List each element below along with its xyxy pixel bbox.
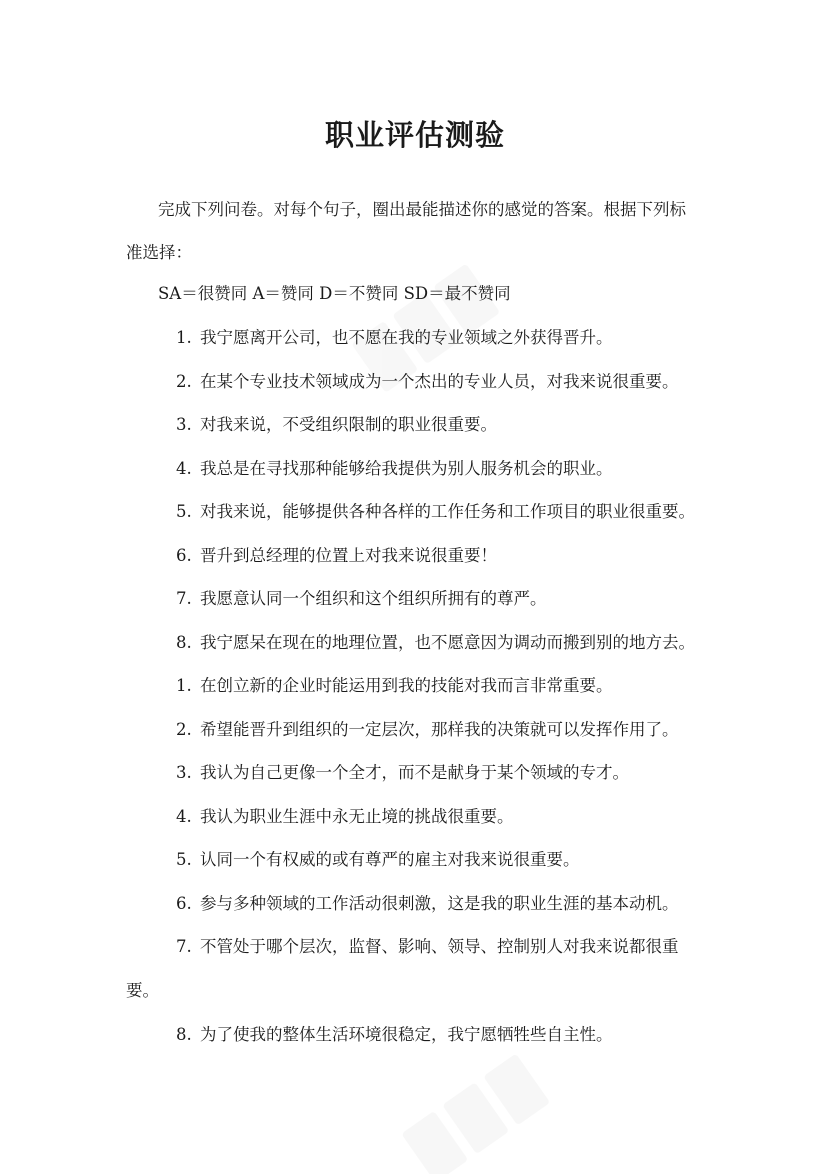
question-text: 在某个专业技术领域成为一个杰出的专业人员，对我来说很重要。 — [200, 371, 679, 391]
question-item — [126, 447, 702, 491]
question-item — [126, 708, 702, 752]
question-number: 8. — [176, 632, 192, 652]
question-text: 不管处于哪个层次，监督、影响、领导、控制别人对我来说都很重要。 — [126, 937, 679, 1000]
document-title: 职业评估测验 — [324, 118, 505, 152]
question-text: 我认为自己更像一个全才，而不是献身于某个领域的专才。 — [200, 763, 629, 782]
question-item — [126, 490, 702, 534]
question-item — [126, 1013, 702, 1057]
question-number: 1. — [176, 676, 192, 695]
question-text: 对我来说，不受组织限制的职业很重要。 — [200, 415, 497, 434]
question-item — [126, 664, 702, 708]
question-item — [126, 751, 702, 795]
question-number: 2. — [176, 371, 192, 391]
question-text: 我宁愿离开公司，也不愿在我的专业领域之外获得晋升。 — [200, 328, 613, 347]
question-number: 5. — [176, 850, 192, 869]
question-number: 5. — [176, 502, 192, 521]
question-text: 希望能晋升到组织的一定层次，那样我的决策就可以发挥作用了。 — [200, 719, 679, 739]
question-number: 8. — [176, 1025, 192, 1044]
question-text: 参与多种领域的工作活动很刺激，这是我的职业生涯的基本动机。 — [200, 893, 679, 913]
question-item — [126, 925, 702, 1013]
rating-scale: SA＝很赞同 A＝赞同 D＝不赞同 SD＝最不赞同 — [158, 284, 511, 303]
question-item — [126, 882, 702, 926]
question-item — [126, 534, 702, 578]
question-text: 我宁愿呆在现在的地理位置，也不愿意因为调动而搬到别的地方去。 — [200, 632, 695, 652]
question-text: 为了使我的整体生活环境很稳定，我宁愿牺牲些自主性。 — [200, 1025, 613, 1044]
question-text: 对我来说，能够提供各种各样的工作任务和工作项目的职业很重要。 — [200, 502, 695, 521]
question-item — [126, 577, 702, 621]
question-number: 2. — [176, 719, 192, 739]
question-text: 认同一个有权威的或有尊严的雇主对我来说很重要。 — [200, 850, 580, 869]
question-list — [126, 316, 702, 1057]
question-text: 晋升到总经理的位置上对我来说很重要！ — [200, 545, 497, 565]
question-item — [126, 316, 702, 360]
question-item — [126, 360, 702, 404]
question-number: 4. — [176, 458, 192, 478]
question-text: 在创立新的企业时能运用到我的技能对我而言非常重要。 — [200, 676, 613, 695]
question-text: 我认为职业生涯中永无止境的挑战很重要。 — [200, 806, 514, 826]
question-text: 我总是在寻找那种能够给我提供为别人服务机会的职业。 — [200, 458, 613, 478]
question-number: 3. — [176, 415, 192, 434]
question-number: 7. — [176, 937, 192, 956]
question-item — [126, 403, 702, 447]
question-text: 我愿意认同一个组织和这个组织所拥有的尊严。 — [200, 589, 547, 608]
question-number: 6. — [176, 545, 192, 565]
question-number: 6. — [176, 893, 192, 913]
question-item — [126, 838, 702, 882]
question-number: 4. — [176, 806, 192, 826]
question-item — [126, 621, 702, 665]
question-number: 1. — [176, 328, 192, 347]
question-number: 7. — [176, 589, 192, 608]
question-item — [126, 795, 702, 839]
intro-paragraph: 完成下列问卷。对每个句子，圈出最能描述你的感觉的答案。根据下列标准选择： — [126, 200, 686, 262]
question-number: 3. — [176, 763, 192, 782]
